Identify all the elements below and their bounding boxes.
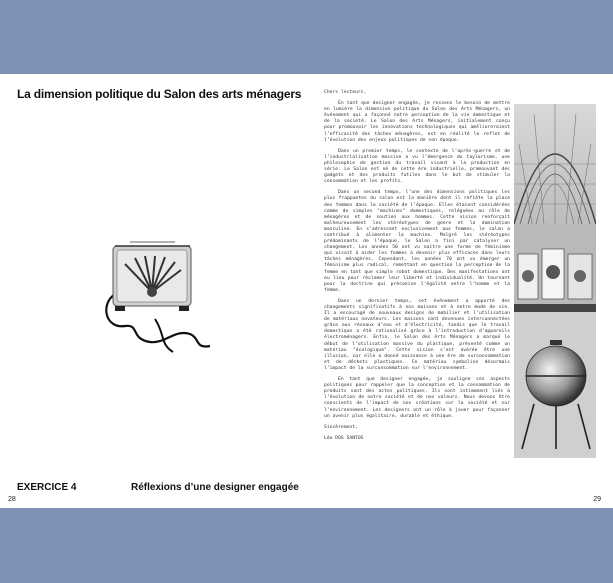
right-page <box>306 74 613 508</box>
letter-paragraph: Dans un dernier temps, cet événement a apporté des changements significatifs à nos maisons et à notre mode de vie. Il a encouragé de nouveaux designs de mobilier et l’utilisation de matériaux novateurs. Les maisons sont devenues interconnectées grâce aux réseaux d’eau et d’électricité, tandis que le travail domestique a été rationalisé grâce à l’introduction d’appareils électroménagers. Enfin, le Salon des Arts Ménagers a marqué le début de l’utilisation massive du plastique, présenté comme un matériau "écologique". Cette vision s’est avérée être une illusion, car elle a donné naissance à une ère de surconsommation et de déchets plastiques. Ce matériau symbolise désormais l’impact de la surconsommation sur l’environnement. <box>324 298 510 371</box>
letter-paragraph: En tant que designer engagée, je ressens le besoin de mettre en lumière la dimension politique du Salon des Arts Ménagers, un événement qui a façonné notre perception de la vie domestique et de la société. Le Salon des Arts Ménagers, initialement conçu pour promouvoir les innovations technologiques qui amélioreraient l’efficacité des tâches ménagères, est en réalité le reflet de l’évolution des enjeux politiques de son époque. <box>324 101 510 143</box>
letter-paragraph: Dans un premier temps, le contexte de l’après-guerre et de l’industrialisation massive a vu l’émergence du taylorisme, une philosophie de gestion du travail visant à la production en série. Le Salon est né de cette ère industrielle, promouvant des gadgets et des produits futiles dans le but de stimuler la consommation et les profits. <box>324 148 510 185</box>
exercise-label: EXERCICE 4 <box>17 482 77 493</box>
letter-paragraph: En tant que designer engagée, je souligne ces aspects politiques pour rappeler que la conception et la consommation de produits sont des actes politiques. Ils sont intimement liés à l’évolution de notre société et de nos valeurs. Nous devons être conscients de l’impact de nos créations sur la société et sur l’environnement. Les designers ont un rôle à jouer pour façonner un avenir plus égalitaire, durable et éthique. <box>324 377 510 419</box>
magazine-spread <box>0 74 613 508</box>
salon-arts-menagers-photo <box>514 104 596 458</box>
letter-paragraph: Dans un second temps, l’une des dimensions politiques les plus frappantes du salon est la manière dont il reflète la place des femmes dans la société de l’époque. Elles étaient considérées comme de simples "machines" domestiques, reléguées au rôle de ménagères et de soutien aux hommes. Cette vision renforçait malheureusement les stéréotypes de genre et la domination masculine. En s’adressant exclusivement aux femmes, le salon a contribué à alimenter la machine. Malgré les stéréotypes prédominants de l’époque, le Salon a fini par catalyser un changement. Les années 50 ont vu naître une forme de féminisme qui visait à aider les femmes à devenir plus efficaces dans leurs tâches ménagères. Cependant, les années 70 ont vu émerger un féminisme plus radical, remettant en question la perception de la femme en tant que simple robot domestique. Des manifestations ont eu lieu pour réclamer leur liberté et individualité. Un tournant pour la doctrine qui préconise l’égalité entre l’homme et la femme. <box>324 190 510 293</box>
page-number-left: 28 <box>8 496 16 503</box>
letter-greeting: Chers lecteurs, <box>324 90 367 95</box>
page-title: La dimension politique du Salon des arts ménagers <box>17 87 302 101</box>
section-subtitle: Réflexions d’une designer engagée <box>131 482 299 493</box>
page-number-right: 29 <box>593 496 601 503</box>
toaster-photo <box>95 234 220 354</box>
letter-body <box>324 90 510 447</box>
letter-signature: Léo DOS SANTOS <box>324 435 364 441</box>
left-page <box>0 74 306 508</box>
letter-closing: Sincèrement, <box>324 424 358 430</box>
